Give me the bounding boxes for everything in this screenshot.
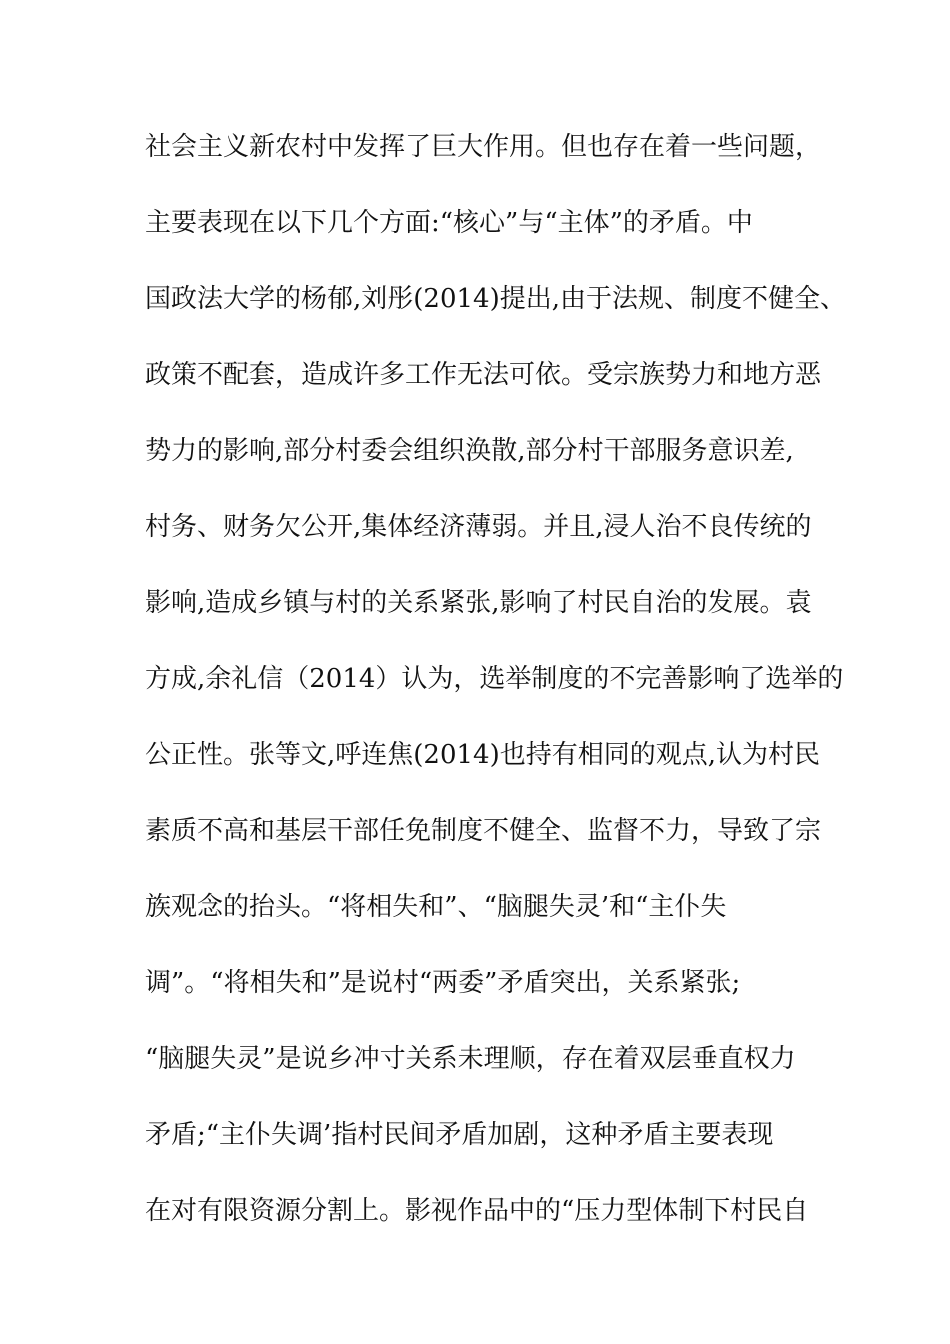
text-line: 国政法大学的杨郁,刘彤(2014)提出,由于法规、制度不健全、 [145, 284, 846, 314]
text-line: 调”。“将相失和”是说村“两委”矛盾突出，关系紧张; [145, 968, 741, 998]
text-line: 矛盾;“主仆失调’指村民间矛盾加剧，这种矛盾主要表现 [145, 1120, 774, 1150]
text-line: 主要表现在以下几个方面:“核心”与“主体”的矛盾。中 [145, 208, 753, 238]
text-line: 势力的影响,部分村委会组织涣散,部分村干部服务意识差, [145, 436, 794, 466]
text-line: 政策不配套，造成许多工作无法可依。受宗族势力和地方恶 [145, 360, 822, 390]
text-line: 影响,造成乡镇与村的关系紧张,影响了村民自治的发展。袁 [145, 588, 812, 618]
text-line: 族观念的抬头。“将相失和”、“脑腿失灵’和“主仆失 [145, 892, 727, 922]
text-line: 村务、财务欠公开,集体经济薄弱。并且,浸人治不良传统的 [145, 512, 812, 542]
text-line: 方成,余礼信（2014）认为，选举制度的不完善影响了选举的 [145, 664, 844, 694]
body-text [145, 127, 845, 1267]
text-line: 社会主义新农村中发挥了巨大作用。但也存在着一些问题， [145, 132, 822, 162]
text-line: 在对有限资源分割上。影视作品中的“压力型体制下村民自 [145, 1196, 809, 1226]
text-line: 公正性。张等文,呼连焦(2014)也持有相同的观点,认为村民 [145, 740, 820, 770]
text-line: 素质不高和基层干部任免制度不健全、监督不力，导致了宗 [145, 816, 822, 846]
text-line: “脑腿失灵”是说乡冲寸关系未理顺，存在着双层垂直权力 [145, 1044, 796, 1074]
